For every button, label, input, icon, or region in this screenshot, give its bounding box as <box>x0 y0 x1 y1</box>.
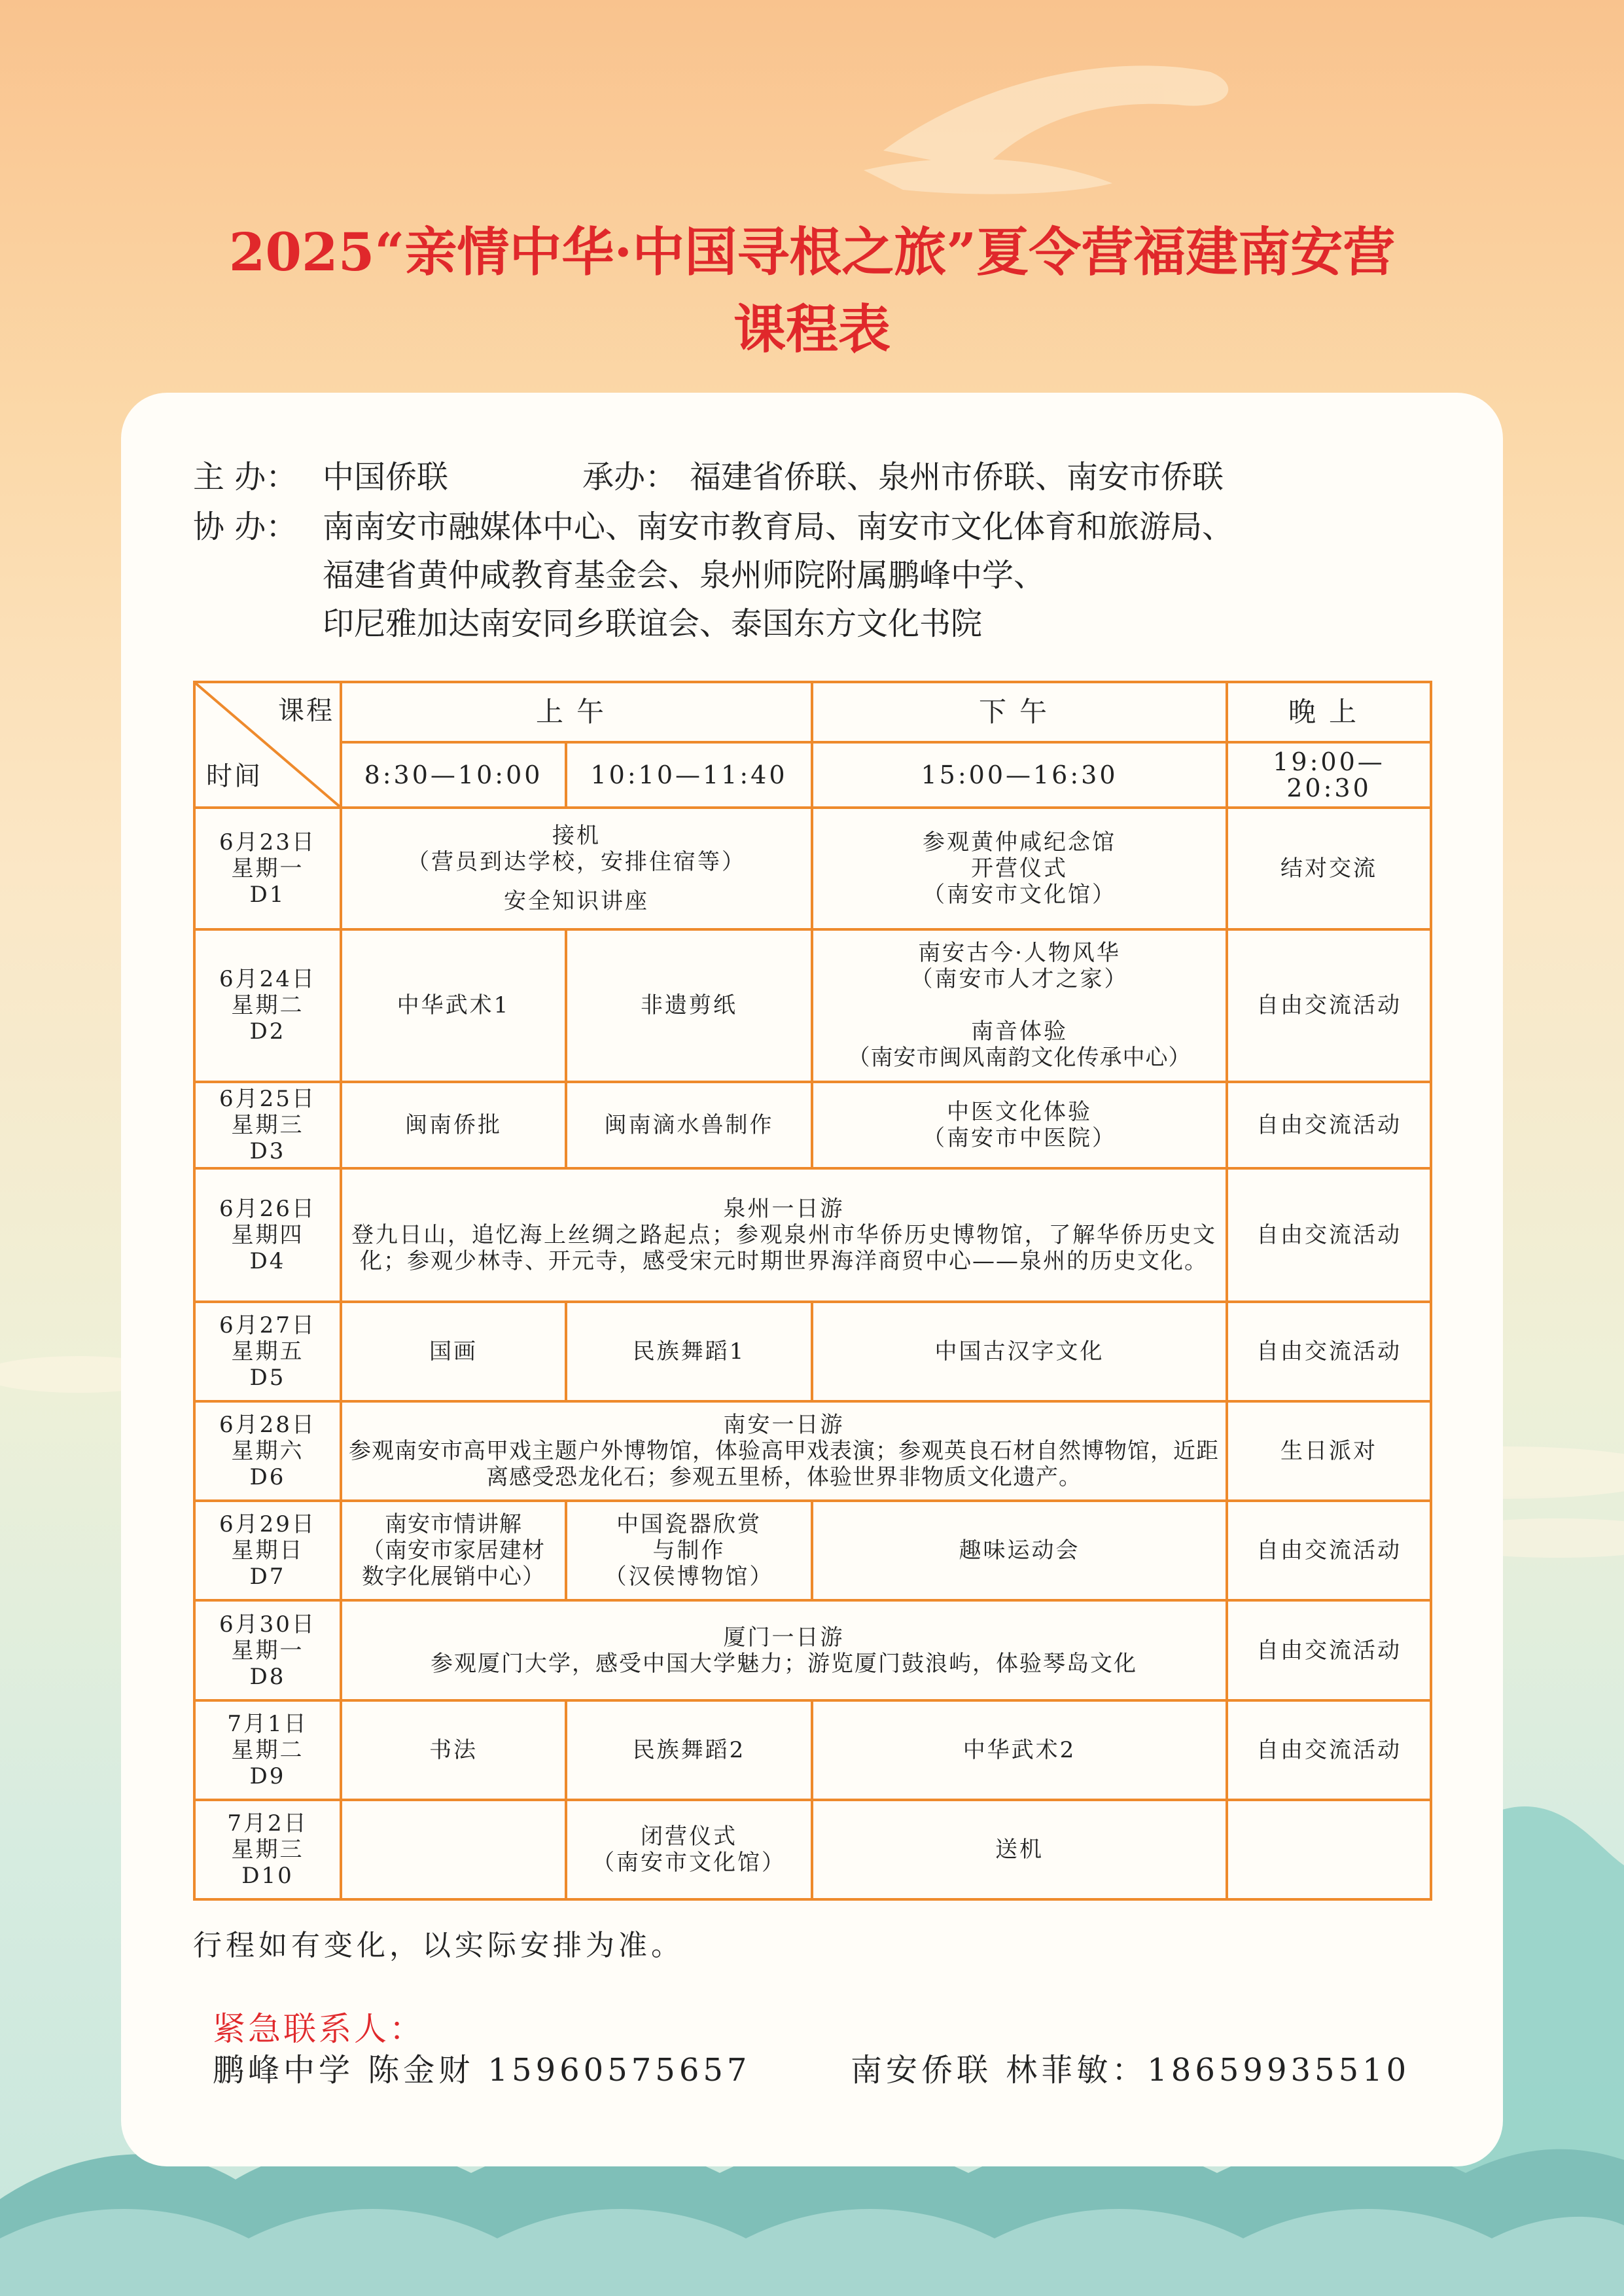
emergency-label: 紧急联系人： <box>213 2010 425 2048</box>
page-title-line2: 课程表 <box>733 298 891 360</box>
afternoon-cell: 送机 <box>812 1800 1227 1899</box>
day-cell: 7月2日 星期三 D10 <box>194 1800 341 1899</box>
afternoon-cell: 参观黄仲咸纪念馆 开营仪式 （南安市文化馆） <box>812 808 1227 929</box>
evening-cell: 自由交流活动 <box>1227 1600 1431 1700</box>
corner-cell <box>194 682 341 808</box>
evening-cell: 自由交流活动 <box>1227 1302 1431 1401</box>
afternoon-cell: 南安古今·人物风华 （南安市人才之家） 南音体验 （南安市闽风南韵文化传承中心） <box>812 929 1227 1081</box>
day-cell: 6月27日 星期五 D5 <box>194 1302 341 1401</box>
schedule-note: 行程如有变化，以实际安排为准。 <box>193 1929 684 1962</box>
host-value: 中国侨联 <box>323 459 449 495</box>
undertaker-label: 承办： <box>582 459 677 495</box>
host-label: 主 办： <box>193 459 298 495</box>
co-organizer-line: 南南安市融媒体中心、南安市教育局、南安市文化体育和旅游局、 <box>323 509 1234 545</box>
day-cell: 6月24日 星期二 D2 <box>194 929 341 1081</box>
morning-session-2: 民族舞蹈2 <box>566 1700 812 1800</box>
morning-session-1: 中华武术1 <box>341 929 566 1081</box>
afternoon-cell: 中华武术2 <box>812 1700 1227 1800</box>
afternoon-cell: 中国古汉字文化 <box>812 1302 1227 1401</box>
table-row <box>194 808 1431 929</box>
evening-cell: 自由交流活动 <box>1227 1082 1431 1168</box>
co-organizer-line: 福建省黄仲咸教育基金会、泉州师院附属鹏峰中学、 <box>323 557 1046 594</box>
time-slot: 10:10—11:40 <box>566 742 812 808</box>
table-time-row <box>194 742 1431 808</box>
evening-cell <box>1227 1800 1431 1899</box>
morning-session-1: 闽南侨批 <box>341 1082 566 1168</box>
morning-cell: 接机 （营员到达学校，安排住宿等） 安全知识讲座 <box>341 808 812 929</box>
time-slot: 19:00—20:30 <box>1227 742 1431 808</box>
morning-session-2: 中国瓷器欣赏 与制作 （汉侯博物馆） <box>566 1501 812 1600</box>
table-row <box>194 1302 1431 1401</box>
evening-cell: 自由交流活动 <box>1227 1501 1431 1600</box>
table-row <box>194 1401 1431 1501</box>
co-organizer-label: 协 办： <box>193 509 298 545</box>
full-day-cell: 泉州一日游 登九日山，追忆海上丝绸之路起点；参观泉州市华侨历史博物馆，了解华侨历史文化；参观少林寺、开元寺，感受宋元时期世界海洋商贸中心——泉州的历史文化。 <box>341 1168 1227 1302</box>
table-row <box>194 1168 1431 1302</box>
morning-session-1: 书法 <box>341 1700 566 1800</box>
morning-session-1: 国画 <box>341 1302 566 1401</box>
page-title-line1: 2025“亲情中华·中国寻根之旅”夏令营福建南安营 <box>228 221 1396 283</box>
day-cell: 6月25日 星期三 D3 <box>194 1082 341 1168</box>
morning-session-2: 非遗剪纸 <box>566 929 812 1081</box>
table-row <box>194 1600 1431 1700</box>
evening-cell: 自由交流活动 <box>1227 1700 1431 1800</box>
day-cell: 6月29日 星期日 D7 <box>194 1501 341 1600</box>
table-row <box>194 1501 1431 1600</box>
day-cell: 6月30日 星期一 D8 <box>194 1600 341 1700</box>
co-organizer-line: 印尼雅加达南安同乡联谊会、泰国东方文化书院 <box>323 605 983 642</box>
table-row <box>194 1082 1431 1168</box>
evening-cell: 生日派对 <box>1227 1401 1431 1501</box>
period-evening: 晚上 <box>1227 682 1431 742</box>
afternoon-cell: 趣味运动会 <box>812 1501 1227 1600</box>
full-day-cell: 厦门一日游 参观厦门大学，感受中国大学魅力；游览厦门鼓浪屿，体验琴岛文化 <box>341 1600 1227 1700</box>
time-slot: 8:30—10:00 <box>341 742 566 808</box>
table-row <box>194 929 1431 1081</box>
undertaker-value: 福建省侨联、泉州市侨联、南安市侨联 <box>690 459 1224 495</box>
time-slot: 15:00—16:30 <box>812 742 1227 808</box>
day-cell: 7月1日 星期二 D9 <box>194 1700 341 1800</box>
corner-time-label: 时间 <box>206 761 262 792</box>
morning-session-2: 闽南滴水兽制作 <box>566 1082 812 1168</box>
evening-cell: 自由交流活动 <box>1227 929 1431 1081</box>
morning-session-1 <box>341 1800 566 1899</box>
table-row <box>194 1700 1431 1800</box>
period-afternoon: 下午 <box>812 682 1227 742</box>
day-cell: 6月28日 星期六 D6 <box>194 1401 341 1501</box>
schedule-table <box>193 681 1432 1901</box>
afternoon-cell: 中医文化体验 （南安市中医院） <box>812 1082 1227 1168</box>
table-header-row <box>194 682 1431 742</box>
evening-cell: 结对交流 <box>1227 808 1431 929</box>
evening-cell: 自由交流活动 <box>1227 1168 1431 1302</box>
morning-session-2: 闭营仪式 （南安市文化馆） <box>566 1800 812 1899</box>
emergency-contact-2: 南安侨联 林菲敏：18659935510 <box>851 2052 1411 2089</box>
period-morning: 上午 <box>341 682 812 742</box>
day-cell: 6月26日 星期四 D4 <box>194 1168 341 1302</box>
table-row <box>194 1800 1431 1899</box>
morning-session-2: 民族舞蹈1 <box>566 1302 812 1401</box>
full-day-cell: 南安一日游 参观南安市高甲戏主题户外博物馆，体验高甲戏表演；参观英良石材自然博物馆，近距离感受恐龙化石；参观五里桥，体验世界非物质文化遗产。 <box>341 1401 1227 1501</box>
emergency-contact-1: 鹏峰中学 陈金财 15960575657 <box>213 2052 751 2089</box>
corner-course-label: 课程 <box>278 696 334 726</box>
morning-session-1: 南安市情讲解 （南安市家居建材 数字化展销中心） <box>341 1501 566 1600</box>
day-cell: 6月23日 星期一 D1 <box>194 808 341 929</box>
